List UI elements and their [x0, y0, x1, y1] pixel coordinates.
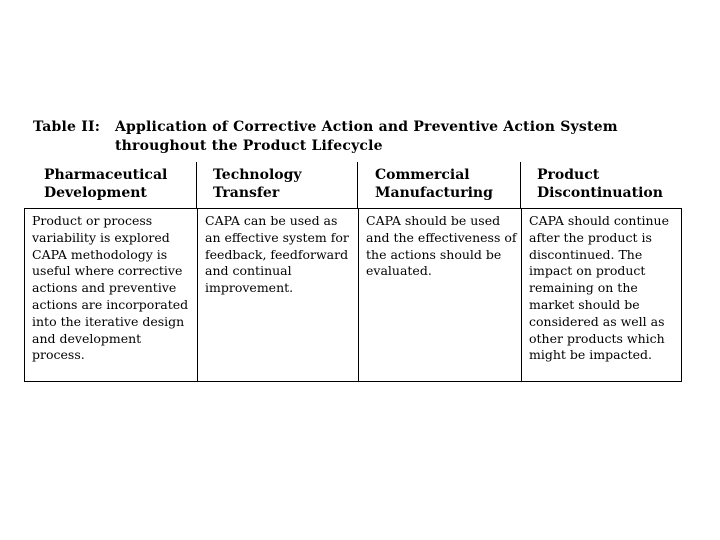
cell-pharmaceutical-development: Product or process variability is explored CAPA methodology is useful where corrective actions and preventive actions are incorporated into the iterative design and development process. [32, 213, 189, 363]
cell-commercial-manufacturing: CAPA should be used and the effectiveness of the actions should be evaluated. [358, 209, 521, 381]
header-line: Commercial [375, 167, 470, 183]
header-line: Transfer [213, 185, 280, 201]
cell-product-discontinuation: CAPA should continue after the product is discontinued. The impact on product remaining on the market should be considered as well as other products which might be impacted. [521, 209, 681, 381]
cell-technology-transfer: CAPA can be used as an effective system for feedback, feedforward and continual improvement. [197, 209, 358, 381]
header-line: Development [44, 185, 147, 201]
table-title-line-2: throughout the Product Lifecycle [115, 138, 383, 154]
header-line: Manufacturing [375, 185, 493, 201]
header-line: Discontinuation [537, 185, 663, 201]
table-header-row [24, 162, 682, 208]
header-line: Product [537, 167, 600, 183]
header-technology-transfer [213, 162, 353, 208]
header-line: Pharmaceutical [44, 167, 168, 183]
header-commercial-manufacturing [375, 162, 518, 208]
table-body [24, 208, 682, 382]
header-divider [357, 162, 358, 208]
header-pharmaceutical-development [44, 162, 194, 208]
header-divider [196, 162, 197, 208]
header-product-discontinuation [537, 162, 682, 208]
header-line: Technology [213, 167, 302, 183]
header-divider [520, 162, 521, 208]
table-title-line-1: Application of Corrective Action and Preventive Action System [115, 119, 618, 135]
table-label: Table II: [33, 119, 101, 135]
